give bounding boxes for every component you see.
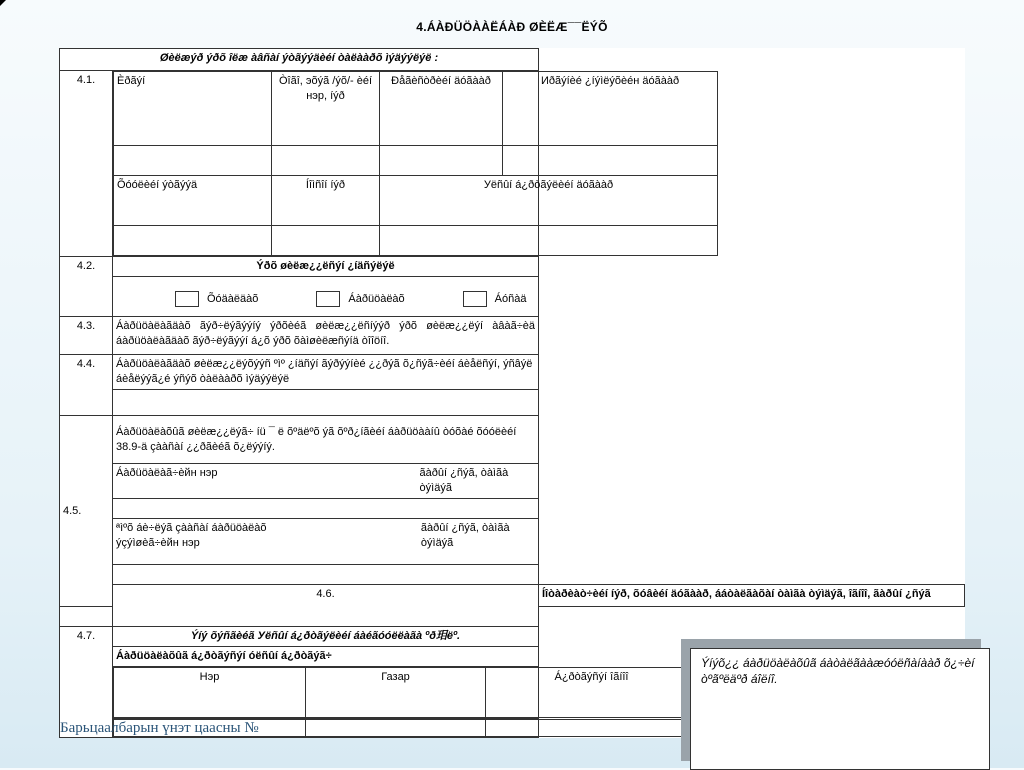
passport-field[interactable] bbox=[503, 146, 718, 176]
page-title: 4.ÁÀÐÜÖÀÀËÁÀÐ ØÈËÆ¯¯ËÝÕ bbox=[416, 20, 608, 34]
registrar-label: Áàðüöàëàõûã á¿ðòãýñýí óëñûí á¿ðòãýã÷ bbox=[113, 647, 539, 667]
pledge-label: Áàðüöàëàõ bbox=[348, 293, 405, 305]
registrar-place-field[interactable] bbox=[306, 720, 486, 737]
registrar-name-header: Нэр bbox=[114, 668, 306, 718]
company-name-label: Íîìñîí íýð bbox=[272, 176, 380, 226]
person-id-field[interactable] bbox=[272, 146, 380, 176]
other-label: Áóñàä bbox=[494, 293, 527, 305]
section-number-4-4: 4.4. bbox=[60, 355, 113, 416]
validity-note: Ýíýõ¿¿ áàðüöàëàõûã áàòàëãààæóóëñàíààð õ¿÷èí òºãºëäºð áîëíî. bbox=[690, 648, 990, 770]
form-header: Øèëæýð ýðõ îëæ àâñàí ýòãýýäèéí òàëààðõ ìýäýýëýë : bbox=[60, 49, 539, 71]
corner-mark bbox=[0, 0, 6, 6]
registration-form-table bbox=[59, 48, 965, 738]
previous-holder-label: ªìºõ áè÷ëýã çààñàí áàðüöàëàõ ýçýìøèã÷èйн нэр bbox=[116, 522, 267, 549]
transfer-basis-header: Ýðõ øèëæ¿¿ëñýí ¿íäñýëýë bbox=[113, 257, 539, 277]
pledgor-signature-label: ãàðûí ¿ñýã, òàìãà òýìäýã bbox=[419, 467, 509, 494]
previous-holder-field[interactable] bbox=[113, 565, 539, 585]
pledge-checkbox[interactable] bbox=[316, 291, 340, 307]
previous-holder-signature-label: ãàðûí ¿ñýã, òàìãà òýìäýã bbox=[420, 522, 510, 549]
section-4-4-text: Áàðüöàëàãäàõ øèëæ¿¿ëýõýýñ ºìº ¿íäñýí ãýðýýíèé ¿¿ðýã õ¿ñýã÷èéí áèåëñýí, ýñâýë áèåëýýã¿é ýñýõ òàëààðõ ìýäýýëýë bbox=[113, 355, 539, 390]
section-4-5-text: Áàðüöàëàõûã øèëæ¿¿ëýã÷ íü ¯ ë õºäëºõ ýã õºð¿íãèéí áàðüöààíû òóõàé õóóëèéí 38.9-ä çààñàí ¿¿ðãèéã õ¿ëýýíý. bbox=[113, 416, 539, 464]
registration-date-header: Á¿ðòãýñýí îãíîî bbox=[486, 668, 698, 718]
citizenship-label: Ðåãèñòðèéí äóãààð bbox=[380, 72, 503, 146]
registrar-place-header: Газар bbox=[306, 668, 486, 718]
notary-field[interactable] bbox=[60, 607, 113, 627]
citizenship-field[interactable] bbox=[380, 146, 503, 176]
section-number-4-3: 4.3. bbox=[60, 317, 113, 355]
section-number-4-1: 4.1. bbox=[60, 71, 113, 257]
registration-date-field[interactable] bbox=[486, 720, 698, 737]
section-number-4-7: 4.7. bbox=[60, 627, 113, 738]
person-id-label: Òîãî, эõýã /ýõ/- èéí нэр, íýð bbox=[272, 72, 380, 146]
registration-number-field[interactable] bbox=[380, 226, 718, 256]
section-number-4-2: 4.2. bbox=[60, 257, 113, 317]
company-name-field[interactable] bbox=[272, 226, 380, 256]
section-4-4-field[interactable] bbox=[113, 390, 539, 416]
notary-label: Íîòàðèàò÷èéí íýð, õóâèéí äóãààð, ááòàëãàõàí òàìãà òýìäýã, îãíîî, ãàðûí ¿ñýã bbox=[539, 585, 965, 607]
section-4-1-grid bbox=[113, 71, 718, 256]
person-label: Èðãýí bbox=[114, 72, 272, 146]
registrar-grid bbox=[113, 667, 698, 718]
sale-checkbox[interactable] bbox=[175, 291, 199, 307]
company-label: Õóóëèéí ýòãýýä bbox=[114, 176, 272, 226]
pledgor-field[interactable] bbox=[113, 499, 539, 519]
section-4-3-text: Áàðüöàëàãäàõ ãýð÷ëýãýýíý ýðõèéã øèëæ¿¿ëñíýýð ýðõ øèëæ¿¿ëýí àâàã÷èä áàðüöàëàãäàõ ãýð÷ëýãýýí á¿õ ýðõ õàìøèëæñýíä òîîöíî. bbox=[113, 317, 539, 355]
registration-number-label: Уëñûí á¿ðòãýëèéí äóãààð bbox=[380, 176, 718, 226]
pledgor-name-label: Áàðüöàëàã÷èйн нэр bbox=[116, 467, 218, 479]
footer-caption: Барьцаалбарын үнэт цаасны № bbox=[60, 720, 259, 736]
section-number-4-5: 4.5. bbox=[60, 416, 113, 607]
section-number-4-6: 4.6. bbox=[113, 585, 539, 627]
sale-label: Õóäàëäàõ bbox=[207, 293, 259, 305]
other-checkbox[interactable] bbox=[463, 291, 487, 307]
registry-header: Ýíý õýñãèéã Уëñûí á¿ðòãýëèéí áàéãóóëëàãà ºð㺺ëº. bbox=[113, 627, 539, 647]
passport-label: Иðãýíèé ¿íýìëýõèéн äóãààð bbox=[503, 72, 718, 146]
